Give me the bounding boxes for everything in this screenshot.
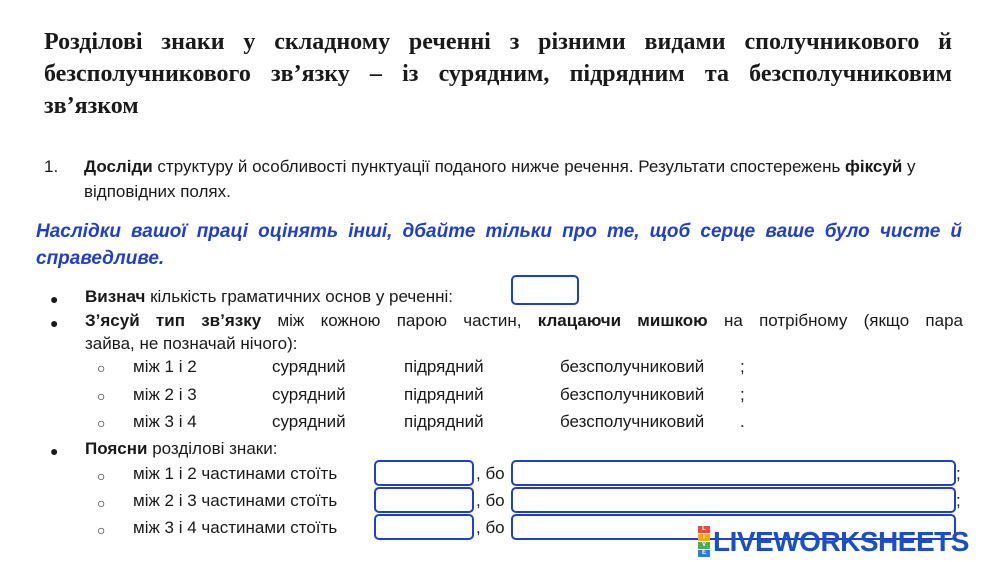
bullet-dot-2: ● bbox=[50, 315, 59, 331]
pair-2-end: ; bbox=[740, 385, 745, 404]
pair-3-option-asyndetic[interactable]: безсполучниковий bbox=[560, 412, 705, 431]
explain-1-reason-input[interactable] bbox=[511, 460, 956, 486]
bullet-link-text: між кожною парою частин, bbox=[261, 311, 538, 330]
explain-1-label: між 1 і 2 частинами стоїть bbox=[133, 464, 338, 483]
pair-2-option-subordinating[interactable]: підрядний bbox=[404, 385, 484, 404]
explain-1-end: ; bbox=[956, 464, 961, 483]
explain-3-because: , бо bbox=[476, 518, 505, 537]
pair-2-label: між 2 і 3 bbox=[133, 385, 197, 404]
bullet-explain bbox=[85, 437, 277, 461]
pair-1-end: ; bbox=[740, 357, 745, 376]
circle-bullet-explain-2: ○ bbox=[97, 495, 106, 511]
pair-3-end: . bbox=[740, 412, 745, 431]
bullet-link-type bbox=[85, 309, 963, 333]
task-text-2: у відповідних полях. bbox=[84, 157, 916, 201]
pair-1-option-subordinating[interactable]: підрядний bbox=[404, 357, 484, 376]
circle-bullet-pair-3: ○ bbox=[97, 415, 106, 431]
bullet-count-text: кількість граматичних основ у реченні: bbox=[145, 287, 453, 306]
pair-1-option-coordinating[interactable]: сурядний bbox=[272, 357, 346, 376]
bullet-explain-text: розділові знаки: bbox=[147, 439, 278, 458]
explain-2-mark-input[interactable] bbox=[374, 487, 474, 513]
bullet-dot-3: ● bbox=[50, 443, 59, 459]
bullet-count-bases bbox=[85, 285, 453, 309]
logo-text: LIVEWORKSHEETS bbox=[713, 526, 969, 557]
circle-bullet-pair-1: ○ bbox=[97, 360, 106, 376]
explain-2-because: , бо bbox=[476, 491, 505, 510]
bullet-link-line2: зайва, не позначай нічого): bbox=[85, 334, 298, 353]
explain-2-label: між 2 і 3 частинами стоїть bbox=[133, 491, 338, 510]
page-title: Розділові знаки у складному реченні з різними видами сполучникового й безсполучникового звʼязку – із сурядним, підрядним та безсполучниковим звʼязком bbox=[44, 29, 952, 119]
task-text-1: структуру й особливості пунктуації поданого нижче речення. Результати спостережень bbox=[152, 157, 846, 176]
explain-3-label: між 3 і 4 частинами стоїть bbox=[133, 518, 338, 537]
explain-2-end: ; bbox=[956, 491, 961, 510]
circle-bullet-pair-2: ○ bbox=[97, 388, 106, 404]
pair-2-option-asyndetic[interactable]: безсполучниковий bbox=[560, 385, 705, 404]
bullet-count-bold: Визнач bbox=[85, 287, 146, 306]
logo-letter-i: I bbox=[698, 534, 710, 541]
example-sentence: Наслідки вашої праці оцінять інші, дбайте тільки про те, щоб серце ваше було чисте й справедливе. bbox=[36, 221, 962, 269]
bullet-link-bold2: клацаючи мишкою bbox=[537, 311, 708, 330]
task-instruction bbox=[44, 154, 960, 204]
task-bold-record: фіксуй bbox=[845, 157, 903, 176]
logo-mark-icon bbox=[698, 526, 710, 558]
pair-1-label: між 1 і 2 bbox=[133, 357, 197, 376]
explain-3-mark-input[interactable] bbox=[374, 514, 474, 540]
explain-2-reason-input[interactable] bbox=[511, 487, 956, 513]
task-number: 1. bbox=[44, 157, 59, 176]
pair-1-option-asyndetic[interactable]: безсполучниковий bbox=[560, 357, 705, 376]
task-bold-investigate: Досліди bbox=[84, 157, 153, 176]
pair-3-option-subordinating[interactable]: підрядний bbox=[404, 412, 484, 431]
explain-1-mark-input[interactable] bbox=[374, 460, 474, 486]
logo-letter-e: E bbox=[698, 550, 710, 557]
bullet-link-bold: Зʼясуй тип звʼязку bbox=[85, 311, 262, 330]
bullet-link-text2: на потрібному (якщо пара bbox=[707, 311, 964, 330]
bases-count-input[interactable] bbox=[511, 275, 579, 305]
liveworksheets-logo bbox=[698, 527, 969, 557]
bullet-dot-1: ● bbox=[50, 291, 59, 307]
explain-1-because: , бо bbox=[476, 464, 505, 483]
pair-3-label: між 3 і 4 bbox=[133, 412, 197, 431]
pair-2-option-coordinating[interactable]: сурядний bbox=[272, 385, 346, 404]
logo-letter-v: V bbox=[698, 542, 710, 549]
bullet-explain-bold: Поясни bbox=[85, 439, 148, 458]
logo-letter-l: L bbox=[698, 526, 710, 533]
circle-bullet-explain-3: ○ bbox=[97, 522, 106, 538]
circle-bullet-explain-1: ○ bbox=[97, 468, 106, 484]
pair-3-option-coordinating[interactable]: сурядний bbox=[272, 412, 346, 431]
